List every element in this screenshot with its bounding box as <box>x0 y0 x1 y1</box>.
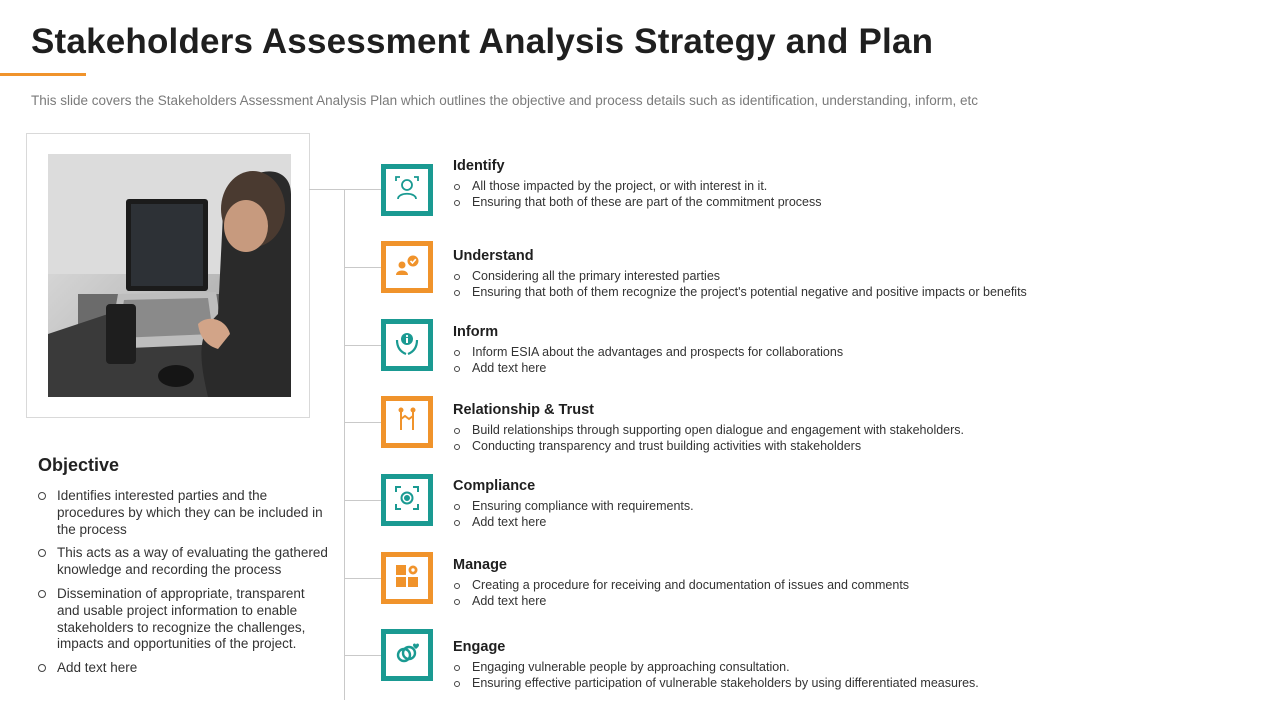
step-bullet: Conducting transparency and trust building activities with stakeholders <box>453 438 1233 454</box>
objective-item: Add text here <box>38 660 328 677</box>
connector-line <box>344 422 381 423</box>
step-bullet: Add text here <box>453 593 1233 609</box>
circle-bullet-icon <box>38 590 46 598</box>
step-engage <box>453 639 1233 691</box>
step-title: Identify <box>453 158 505 174</box>
objective-heading: Objective <box>38 455 120 475</box>
hands-info-icon <box>394 330 420 361</box>
step-title: Engage <box>453 639 506 655</box>
step-icon-box-relationship <box>381 396 433 448</box>
step-bullet: All those impacted by the project, or with interest in it. <box>453 178 1233 194</box>
focus-gear-icon <box>394 485 420 516</box>
step-relationship-trust <box>453 402 1233 454</box>
linked-hearts-icon <box>394 640 420 671</box>
man-at-laptop-photo <box>48 154 291 397</box>
step-title: Manage <box>453 557 507 573</box>
step-bullet: Engaging vulnerable people by approaching consultation. <box>453 659 1233 675</box>
title-accent-rule <box>0 73 86 76</box>
step-bullet: Ensuring that both of them recognize the project's potential negative and positive impacts or benefits <box>453 284 1233 300</box>
connector-line <box>309 189 381 190</box>
step-icon-box-understand <box>381 241 433 293</box>
step-icon-box-inform <box>381 319 433 371</box>
objective-item: Dissemination of appropriate, transparent and usable project information to enable stakeholders to recognize the challenges, impacts and opportunities of the project. <box>38 586 328 653</box>
step-bullet: Creating a procedure for receiving and documentation of issues and comments <box>453 577 1233 593</box>
person-icon <box>394 175 420 206</box>
objective-item: This acts as a way of evaluating the gathered knowledge and recording the process <box>38 545 328 579</box>
step-bullet: Considering all the primary interested parties <box>453 268 1233 284</box>
step-bullet: Ensuring effective participation of vulnerable stakeholders by using differentiated measures. <box>453 675 1233 691</box>
person-check-icon <box>394 252 420 283</box>
step-identify <box>453 158 1233 210</box>
step-bullet: Add text here <box>453 360 1233 376</box>
step-bullet: Ensuring that both of these are part of the commitment process <box>453 194 1233 210</box>
circle-bullet-icon <box>38 664 46 672</box>
step-title: Inform <box>453 324 499 340</box>
slide-title: Stakeholders Assessment Analysis Strategy and Plan <box>31 22 934 61</box>
step-icon-box-manage <box>381 552 433 604</box>
step-icon-box-engage <box>381 629 433 681</box>
step-icon-box-compliance <box>381 474 433 526</box>
step-title: Understand <box>453 248 534 264</box>
blocks-gear-icon <box>394 563 420 594</box>
handshake-icon <box>394 407 420 438</box>
slide-subtitle: This slide covers the Stakeholders Assessment Analysis Plan which outlines the objective and process details such as identification, understanding, inform, etc <box>31 93 979 108</box>
connector-line <box>344 578 381 579</box>
step-bullet: Inform ESIA about the advantages and prospects for collaborations <box>453 344 1233 360</box>
step-title: Compliance <box>453 478 536 494</box>
step-compliance <box>453 478 1233 530</box>
step-understand <box>453 248 1233 300</box>
connector-line <box>344 267 381 268</box>
step-manage <box>453 557 1233 609</box>
step-title: Relationship & Trust <box>453 402 594 418</box>
step-icon-box-identify <box>381 164 433 216</box>
connector-line <box>344 345 381 346</box>
circle-bullet-icon <box>38 492 46 500</box>
connector-line <box>344 655 381 656</box>
circle-bullet-icon <box>38 549 46 557</box>
step-bullet: Ensuring compliance with requirements. <box>453 498 1233 514</box>
photo-frame <box>26 133 310 418</box>
objective-item: Identifies interested parties and the procedures by which they can be included in the process <box>38 488 328 538</box>
objective-section <box>38 455 328 684</box>
step-inform <box>453 324 1233 376</box>
step-bullet: Build relationships through supporting open dialogue and engagement with stakeholders. <box>453 422 1233 438</box>
objective-list <box>38 488 328 677</box>
connector-line <box>344 500 381 501</box>
step-bullet: Add text here <box>453 514 1233 530</box>
